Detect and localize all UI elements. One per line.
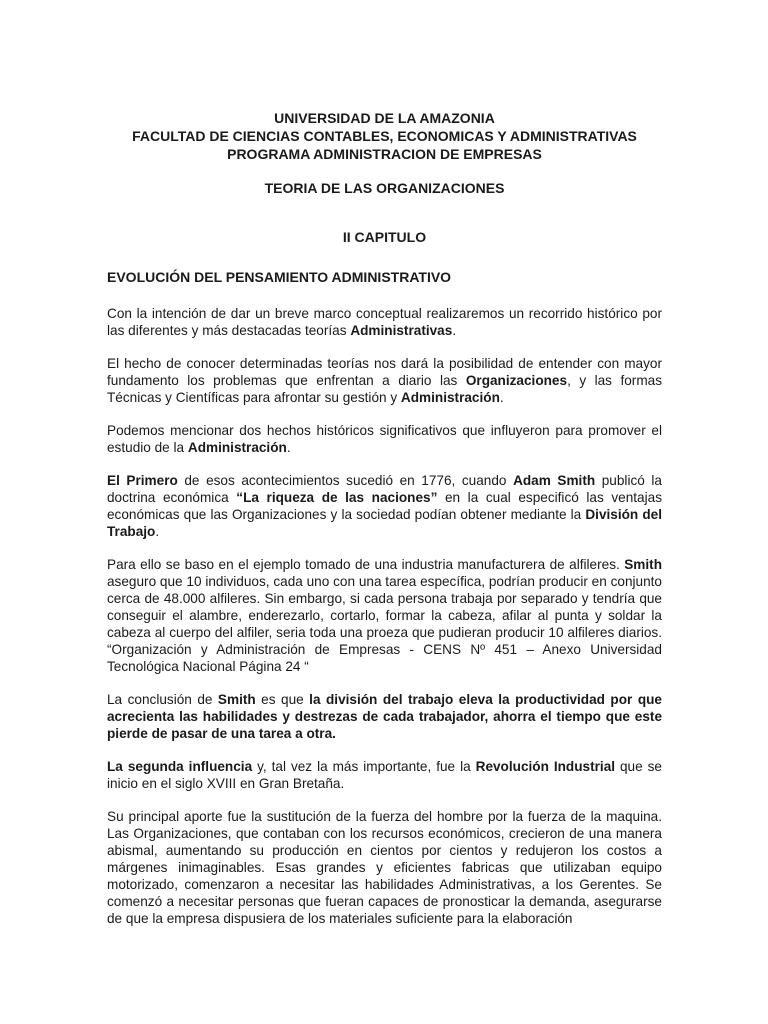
bold-span: “La riqueza de las naciones” <box>236 490 438 505</box>
chapter-title: II CAPITULO <box>342 229 427 245</box>
paragraph-intro <box>107 305 662 339</box>
text-span: La conclusión de <box>107 692 218 707</box>
bold-span: Smith <box>217 692 256 707</box>
bold-span: Adam Smith <box>513 473 596 488</box>
paragraph-conclusion <box>107 691 662 742</box>
text-span: en la cual especificó las ventajas económicas que las Organizaciones y la sociedad podían obtener mediante la <box>107 490 662 522</box>
paragraph-pin-factory <box>107 556 662 675</box>
text-span: Podemos mencionar dos hechos históricos significativos que influyeron para promover el estudio de la <box>107 423 662 455</box>
text-span: . <box>499 390 504 405</box>
text-span: Para ello se baso en el ejemplo tomado de una industria manufacturera de alfileres. <box>107 557 625 572</box>
bold-span: La segunda influencia <box>107 759 253 774</box>
paragraph-theories <box>107 355 662 406</box>
text-span: es que <box>255 692 310 707</box>
subject-title: TEORIA DE LAS ORGANIZACIONES <box>264 180 505 196</box>
text-span: de esos acontecimientos sucedió en 1776, cuando <box>177 473 514 488</box>
text-span: aseguro que 10 individuos, cada uno con una tarea específica, podrían producir en conjunto cerca de 48.000 alfileres. Sin embargo, si cada persona trabaja por separado y tendría que conseguir el alambre, enderezarlo, cortarlo, formar la cabeza, afilar al punta y soldar la cabeza al cuerpo del alfiler, seria toda una proeza que pudieran producir 10 alfileres diarios. “Organización y Administración de Empresas - CENS Nº 451 – Anexo Universidad Tecnológica Nacional Página 24 “ <box>107 574 662 674</box>
paragraph-historical-facts <box>107 422 662 456</box>
program-name: PROGRAMA ADMINISTRACION DE EMPRESAS <box>227 146 542 162</box>
text-span: . <box>155 524 160 539</box>
text-span: y, tal vez la más importante, fue la <box>252 759 476 774</box>
paragraph-industrial-revolution <box>107 758 662 792</box>
bold-span: División del Trabajo <box>107 507 662 539</box>
paragraph-main-contribution <box>107 808 662 927</box>
bold-span: Revolución Industrial <box>475 759 616 774</box>
text-span: que se inicio en el siglo XVIII en Gran Bretaña. <box>107 759 662 791</box>
document-header <box>107 109 662 163</box>
bold-span: Administración <box>400 390 500 405</box>
document-page <box>107 109 662 927</box>
bold-span: la división del trabajo eleva la productividad por que acrecienta las habilidades y destrezas de cada trabajador, ahorra el tiempo que este pierde de pasar de una tarea a otra. <box>107 692 662 741</box>
text-span: . <box>452 323 457 338</box>
bold-span: El Primero <box>107 473 178 488</box>
university-name: UNIVERSIDAD DE LA AMAZONIA <box>274 110 495 126</box>
bold-span: Organizaciones <box>465 373 568 388</box>
section-title: EVOLUCIÓN DEL PENSAMIENTO ADMINISTRATIVO <box>107 269 452 285</box>
bold-span: Smith <box>624 557 662 572</box>
bold-span: Administrativas <box>350 323 453 338</box>
text-span: publicó la doctrina económica <box>107 473 662 505</box>
text-span: Con la intención de dar un breve marco conceptual realizaremos un recorrido histórico por las diferentes y más destacadas teorías <box>107 306 662 338</box>
faculty-name: FACULTAD DE CIENCIAS CONTABLES, ECONOMICAS Y ADMINISTRATIVAS <box>132 128 637 144</box>
text-span: , y las formas Técnicas y Científicas para afrontar su gestión y <box>107 373 663 405</box>
text-span: El hecho de conocer determinadas teorías nos dará la posibilidad de entender con mayor fundamento los problemas que enfrentan a diario las <box>107 356 662 388</box>
paragraph-adam-smith <box>107 472 662 540</box>
text-span: . <box>286 440 291 455</box>
text-span: Su principal aporte fue la sustitución de la fuerza del hombre por la fuerza de la maquina. Las Organizaciones, que contaban con los recursos económicos, crecieron de una manera abismal, aumentando su producción en cientos por cientos y redujeron los costos a márgenes inimaginables. Esas grandes y eficientes fabricas que utilizaban equipo motorizado, comenzaron a necesitar las habilidades Administrativas, a los Gerentes. Se comenzó a necesitar personas que fueran capaces de pronosticar la demanda, asegurarse de que la empresa dispusiera de los materiales suficiente para la elaboración <box>107 809 662 926</box>
bold-span: Administración <box>187 440 287 455</box>
